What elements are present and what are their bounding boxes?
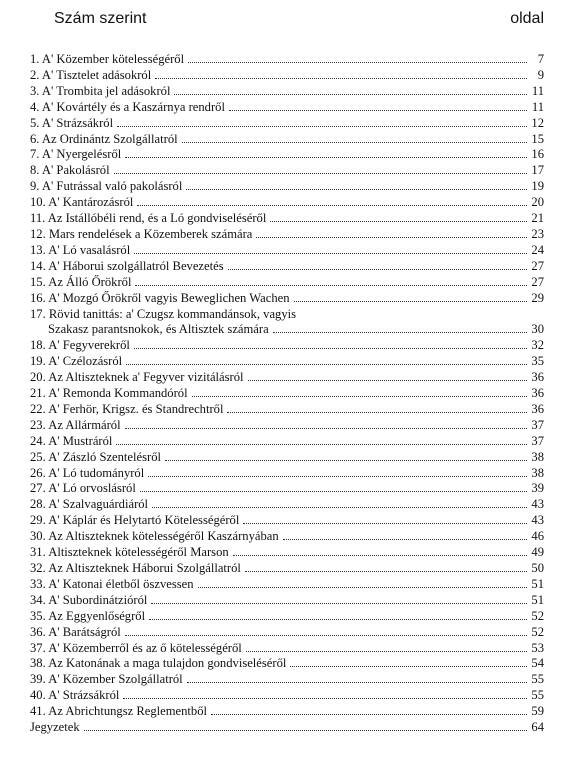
toc-entry — [30, 609, 544, 625]
table-of-contents — [30, 52, 544, 736]
dot-leader — [182, 142, 527, 143]
toc-entry-page: 23 — [531, 226, 544, 241]
toc-entry-text: Mars rendelések a Közemberek számára — [48, 226, 253, 241]
toc-entry-line — [30, 386, 544, 402]
toc-entry-page: 19 — [531, 179, 544, 194]
toc-entry — [30, 704, 544, 720]
toc-entry-title — [30, 84, 170, 100]
toc-entry-number: 30. — [30, 529, 46, 544]
toc-entry-line — [30, 561, 544, 577]
dot-leader — [125, 428, 527, 429]
dot-leader — [229, 110, 527, 111]
toc-entry-line — [30, 354, 544, 370]
toc-entry — [30, 688, 544, 704]
toc-entry-line — [30, 609, 544, 625]
toc-entry-text: Az Altiszteknek kötelességéről Kaszárnyában — [48, 529, 279, 544]
toc-entry — [30, 243, 544, 259]
toc-entry — [30, 179, 544, 195]
toc-entry-text: A' Zászló Szentelésről — [48, 449, 161, 464]
toc-entry-text: A' Mozgó Őrökről vagyis Beweglichen Wachen — [48, 290, 290, 305]
toc-entry-line — [30, 402, 544, 418]
dot-leader — [290, 666, 527, 667]
toc-entry-text: Jegyzetek — [30, 720, 80, 735]
toc-entry-number: 11. — [30, 211, 46, 226]
toc-entry-line — [30, 577, 544, 593]
toc-entry-number: 9. — [30, 179, 40, 194]
toc-entry — [30, 386, 544, 402]
dot-leader — [174, 94, 527, 95]
toc-entry-page: 43 — [531, 513, 544, 528]
toc-entry-text: A' Ló tudományról — [48, 465, 145, 480]
dot-leader — [125, 157, 527, 158]
dot-leader — [137, 205, 527, 206]
toc-entry-title — [30, 291, 290, 307]
toc-entry-number: 10. — [30, 195, 46, 210]
dot-leader — [148, 476, 527, 477]
toc-entry-title — [30, 625, 121, 641]
toc-entry-text: A' Katonai életből öszvessen — [48, 576, 194, 591]
toc-entry-number: 35. — [30, 608, 46, 623]
dot-leader — [283, 539, 527, 540]
toc-entry-line — [30, 52, 544, 68]
toc-entry — [30, 370, 544, 386]
toc-entry-page: 51 — [531, 592, 544, 607]
toc-entry — [30, 147, 544, 163]
toc-entry-text: Rövid tanittás: a' Czugsz kommandánsok, vagyis — [48, 306, 297, 321]
toc-entry — [30, 100, 544, 116]
toc-entry-page: 54 — [531, 656, 544, 671]
toc-entry-title — [30, 211, 266, 227]
toc-entry-number: 14. — [30, 258, 46, 273]
dot-leader — [149, 619, 527, 620]
toc-entry-title — [30, 195, 133, 211]
toc-entry-number: 31. — [30, 545, 46, 560]
toc-entry-title — [30, 338, 130, 354]
toc-entry — [30, 497, 544, 513]
header-number-order-label: Szám szerint — [54, 10, 147, 27]
toc-entry-page: 15 — [531, 131, 544, 146]
toc-entry-page: 27 — [531, 274, 544, 289]
toc-entry-text: A' Közember kötelességéről — [41, 52, 185, 66]
toc-entry-title — [30, 307, 296, 323]
toc-entry-page: 38 — [531, 449, 544, 464]
toc-entry-number: 32. — [30, 561, 46, 576]
toc-entry-page: 7 — [537, 52, 544, 66]
dot-leader — [151, 603, 527, 604]
dot-leader — [117, 126, 527, 127]
dot-leader — [227, 412, 527, 413]
toc-entry-text: A' Nyergelésről — [41, 147, 122, 162]
toc-entry-page: 64 — [531, 720, 544, 735]
toc-entry-line — [30, 291, 544, 307]
dot-leader — [134, 348, 527, 349]
toc-entry-line — [30, 593, 544, 609]
toc-entry-number: 28. — [30, 497, 46, 512]
dot-leader — [152, 507, 527, 508]
toc-entry-notes — [30, 720, 544, 736]
toc-entry — [30, 68, 544, 84]
toc-entry-title — [30, 179, 182, 195]
toc-entry-text: Az Allármáról — [48, 417, 121, 432]
toc-entry — [30, 354, 544, 370]
toc-entry-text: A' Közemberről és az ő kötelességéről — [48, 640, 242, 655]
dot-leader — [211, 714, 527, 715]
toc-entry — [30, 195, 544, 211]
toc-entry — [30, 545, 544, 561]
toc-entry-title — [30, 402, 223, 418]
toc-entry-number: 23. — [30, 417, 46, 432]
toc-entry-number: 7. — [30, 147, 40, 162]
toc-entry-page: 27 — [531, 258, 544, 273]
toc-entry-title — [30, 704, 207, 720]
toc-entry-line — [30, 704, 544, 720]
toc-entry-text: A' Remonda Kommandóról — [48, 386, 188, 401]
toc-entry-line — [30, 179, 544, 195]
toc-entry-text: Az Abrichtungsz Reglementből — [48, 704, 208, 719]
toc-entry-line — [30, 529, 544, 545]
toc-entry-title — [30, 418, 121, 434]
toc-entry-number: 41. — [30, 704, 46, 719]
dot-leader — [155, 78, 527, 79]
toc-entry-line — [30, 656, 544, 672]
toc-entry-text: A' Strázsákról — [41, 115, 114, 130]
toc-entry — [30, 84, 544, 100]
toc-entry-text: A' Mustráról — [48, 433, 113, 448]
dot-leader — [114, 173, 527, 174]
toc-entry-line — [30, 450, 544, 466]
toc-entry — [30, 402, 544, 418]
toc-entry-line — [30, 195, 544, 211]
toc-entry-number: 4. — [30, 99, 40, 114]
toc-entry — [30, 529, 544, 545]
toc-entry-line — [30, 259, 544, 275]
toc-entry-title — [30, 227, 252, 243]
header-page-label: oldal — [510, 10, 544, 27]
toc-entry-page: 32 — [531, 338, 544, 353]
dot-leader — [84, 730, 527, 731]
toc-entry-text: A' Ló orvoslásról — [48, 481, 136, 496]
toc-entry-number: 3. — [30, 83, 40, 98]
dot-leader — [294, 301, 527, 302]
toc-entry-line — [30, 211, 544, 227]
toc-entry-line — [30, 466, 544, 482]
toc-entry — [30, 450, 544, 466]
toc-entry — [30, 641, 544, 657]
toc-entry — [30, 625, 544, 641]
toc-entry-page: 53 — [531, 640, 544, 655]
dot-leader — [243, 523, 527, 524]
toc-entry-line — [30, 370, 544, 386]
toc-entry-line — [30, 497, 544, 513]
toc-entry-title — [30, 561, 241, 577]
toc-entry-line — [30, 68, 544, 84]
toc-entry-text: A' Káplár és Helytartó Kötelességéről — [48, 513, 240, 528]
toc-entry-page: 43 — [531, 497, 544, 512]
toc-entry-text: A' Barátságról — [48, 624, 121, 639]
toc-entry-title — [30, 147, 121, 163]
toc-entry-number: 24. — [30, 433, 46, 448]
toc-entry-number: 21. — [30, 386, 46, 401]
dot-leader — [187, 682, 527, 683]
toc-entry-text: A' Futrással való pakolásról — [41, 179, 183, 194]
toc-entry-page: 55 — [531, 672, 544, 687]
toc-entry-page: 17 — [531, 163, 544, 178]
toc-entry-page: 55 — [531, 688, 544, 703]
toc-entry — [30, 307, 544, 339]
toc-entry — [30, 672, 544, 688]
dot-leader — [273, 332, 527, 333]
toc-entry-number: 22. — [30, 401, 46, 416]
toc-entry-page: 49 — [531, 545, 544, 560]
toc-entry-page: 16 — [531, 147, 544, 162]
toc-entry — [30, 259, 544, 275]
toc-entry-title — [30, 529, 279, 545]
toc-entry-title — [30, 672, 183, 688]
toc-entry-line — [30, 720, 544, 736]
toc-entry-line — [30, 307, 544, 323]
toc-entry-number: 2. — [30, 67, 40, 82]
toc-entry-text: A' Trombita jel adásokról — [41, 83, 171, 98]
toc-entry-page: 30 — [531, 322, 544, 337]
toc-entry-number: 1. — [30, 52, 40, 66]
toc-entry-line — [30, 641, 544, 657]
dot-leader — [246, 651, 527, 652]
toc-entry-page: 11 — [531, 83, 544, 98]
dot-leader — [188, 62, 527, 63]
toc-entry-text: A' Háborui szolgállatról Bevezetés — [48, 258, 224, 273]
dot-leader — [125, 635, 527, 636]
toc-entry-text: A' Közember Szolgállatról — [48, 672, 183, 687]
toc-entry — [30, 163, 544, 179]
toc-entry-number: 39. — [30, 672, 46, 687]
toc-entry-line — [30, 100, 544, 116]
toc-entry-title — [30, 609, 145, 625]
toc-entry-number: 29. — [30, 513, 46, 528]
dot-leader — [228, 269, 527, 270]
toc-entry-line — [30, 481, 544, 497]
toc-entry-text: A' Kovártély és a Kaszárnya rendről — [41, 99, 225, 114]
toc-entry-page: 46 — [531, 529, 544, 544]
toc-entry-text: Az Altiszteknek Háborui Szolgállatról — [48, 561, 241, 576]
toc-entry-title — [30, 641, 242, 657]
toc-entry-text: A' Pakolásról — [41, 163, 110, 178]
toc-entry-number: 19. — [30, 354, 46, 369]
dot-leader — [270, 221, 527, 222]
dot-leader — [123, 698, 527, 699]
toc-entry-page: 36 — [531, 386, 544, 401]
toc-entry-title — [30, 100, 225, 116]
toc-entry-text: Az Katonának a maga tulajdon gondviseléséről — [48, 656, 287, 671]
toc-entry-title — [30, 354, 122, 370]
toc-entry-number: 34. — [30, 592, 46, 607]
toc-entry-number: 37. — [30, 640, 46, 655]
toc-entry-page: 36 — [531, 370, 544, 385]
dot-leader — [192, 396, 527, 397]
toc-entry-text: Az Eggyenlőségről — [48, 608, 146, 623]
toc-entry — [30, 481, 544, 497]
toc-entry-number: 8. — [30, 163, 40, 178]
toc-entry — [30, 656, 544, 672]
toc-entry — [30, 513, 544, 529]
dot-leader — [116, 444, 527, 445]
toc-entry-title — [30, 386, 188, 402]
dot-leader — [198, 587, 527, 588]
toc-entry-text: A' Ferhör, Krigsz. és Standrechtről — [48, 401, 224, 416]
toc-entry-number: 25. — [30, 449, 46, 464]
toc-entry-title — [30, 116, 113, 132]
toc-entry-line — [30, 227, 544, 243]
toc-entry-page: 29 — [531, 290, 544, 305]
toc-entry — [30, 466, 544, 482]
toc-entry-page: 11 — [531, 99, 544, 114]
toc-entry-number: 40. — [30, 688, 46, 703]
toc-entry — [30, 434, 544, 450]
toc-entry — [30, 227, 544, 243]
toc-entry-number: 27. — [30, 481, 46, 496]
toc-entry-page: 52 — [531, 624, 544, 639]
toc-entry-title — [30, 593, 147, 609]
dot-leader — [245, 571, 527, 572]
toc-entry-title — [30, 259, 224, 275]
toc-entry-number: 38. — [30, 656, 46, 671]
toc-entry-line — [30, 338, 544, 354]
toc-entry-page: 35 — [531, 354, 544, 369]
toc-entry-number: 13. — [30, 242, 46, 257]
toc-entry-title — [30, 481, 136, 497]
toc-entry-page: 20 — [531, 195, 544, 210]
toc-entry-line — [30, 132, 544, 148]
toc-entry-title — [30, 656, 286, 672]
toc-entry-page: 51 — [531, 576, 544, 591]
toc-entry-page: 38 — [531, 465, 544, 480]
toc-entry-page: 37 — [531, 433, 544, 448]
toc-entry — [30, 211, 544, 227]
toc-entry-number: 33. — [30, 576, 46, 591]
toc-entry-number: 20. — [30, 370, 46, 385]
toc-entry-line — [30, 625, 544, 641]
toc-entry-title — [30, 163, 110, 179]
dot-leader — [256, 237, 527, 238]
toc-entry-title — [30, 68, 151, 84]
toc-entry-title — [30, 243, 130, 259]
toc-entry-page: 9 — [537, 67, 544, 82]
toc-entry — [30, 577, 544, 593]
toc-entry-line — [30, 163, 544, 179]
dot-leader — [248, 380, 527, 381]
toc-entry-title — [30, 688, 119, 704]
dot-leader — [126, 364, 527, 365]
toc-entry-title — [30, 370, 244, 386]
toc-entry-line — [30, 147, 544, 163]
toc-entry-title — [30, 466, 144, 482]
toc-entry-page: 52 — [531, 608, 544, 623]
toc-entry — [30, 52, 544, 68]
toc-entry-title — [30, 52, 184, 68]
toc-entry — [30, 275, 544, 291]
toc-entry-text: Az Altiszteknek a' Fegyver vizitálásról — [48, 370, 244, 385]
toc-entry-title — [30, 450, 161, 466]
toc-entry-line — [30, 84, 544, 100]
toc-entry-page: 59 — [531, 704, 544, 719]
toc-entry-page: 36 — [531, 401, 544, 416]
toc-entry-text: Az Ordinántz Szolgállatról — [41, 131, 178, 146]
toc-entry — [30, 338, 544, 354]
toc-entry-line — [30, 322, 544, 338]
toc-entry-number: 36. — [30, 624, 46, 639]
toc-entry-number: 12. — [30, 226, 46, 241]
toc-entry-continuation: Szakasz parantsnokok, és Altisztek számára — [48, 322, 269, 337]
toc-entry-text: A' Subordinátzióról — [48, 592, 148, 607]
toc-entry-page: 21 — [531, 211, 544, 226]
toc-entry — [30, 132, 544, 148]
toc-entry — [30, 561, 544, 577]
toc-entry-line — [30, 513, 544, 529]
toc-entry-text: A' Strázsákról — [48, 688, 120, 703]
dot-leader — [186, 189, 527, 190]
toc-entry-line — [30, 243, 544, 259]
toc-entry-page: 12 — [531, 115, 544, 130]
toc-entry-line — [30, 672, 544, 688]
toc-entry-title — [30, 513, 239, 529]
toc-entry-line — [30, 545, 544, 561]
toc-entry-title — [30, 275, 131, 291]
toc-entry — [30, 291, 544, 307]
toc-entry-text: A' Fegyverekről — [48, 338, 130, 353]
toc-entry-text: Altiszteknek kötelességéről Marson — [48, 545, 229, 560]
toc-entry-text: A' Szalvaguárdiáról — [48, 497, 149, 512]
toc-entry-number: 5. — [30, 115, 40, 130]
toc-entry-page: 24 — [531, 242, 544, 257]
toc-entry-line — [30, 418, 544, 434]
toc-entry-title — [30, 434, 112, 450]
toc-entry-page: 50 — [531, 561, 544, 576]
dot-leader — [134, 253, 527, 254]
dot-leader — [165, 460, 527, 461]
toc-entry-number: 18. — [30, 338, 46, 353]
toc-entry-line — [30, 688, 544, 704]
toc-entry-line — [30, 116, 544, 132]
toc-entry-text: Az Istállóbéli rend, és a Ló gondviseléséről — [47, 211, 267, 226]
toc-entry-line — [30, 275, 544, 291]
toc-entry-number: 6. — [30, 131, 40, 146]
toc-entry-text: A' Ló vasalásról — [48, 242, 131, 257]
toc-entry-title — [30, 497, 148, 513]
toc-entry — [30, 418, 544, 434]
toc-entry-title — [30, 545, 229, 561]
toc-entry-line — [30, 434, 544, 450]
toc-entry-title — [30, 132, 178, 148]
dot-leader — [233, 555, 527, 556]
toc-entry-page: 39 — [531, 481, 544, 496]
toc-header — [54, 10, 544, 34]
toc-entry-text: Az Álló Őrökről — [48, 274, 132, 289]
toc-entry-text: A' Tisztelet adásokról — [41, 67, 152, 82]
toc-entry-text: A' Czélozásról — [48, 354, 123, 369]
toc-entry-number: 17. — [30, 306, 46, 321]
toc-entry-title — [30, 577, 194, 593]
dot-leader — [135, 285, 527, 286]
toc-entry-page: 37 — [531, 417, 544, 432]
toc-entry-number: 15. — [30, 274, 46, 289]
toc-entry — [30, 593, 544, 609]
toc-entry-number: 26. — [30, 465, 46, 480]
toc-entry-number: 16. — [30, 290, 46, 305]
toc-entry-text: A' Kantározásról — [48, 195, 134, 210]
dot-leader — [140, 491, 527, 492]
toc-entry — [30, 116, 544, 132]
